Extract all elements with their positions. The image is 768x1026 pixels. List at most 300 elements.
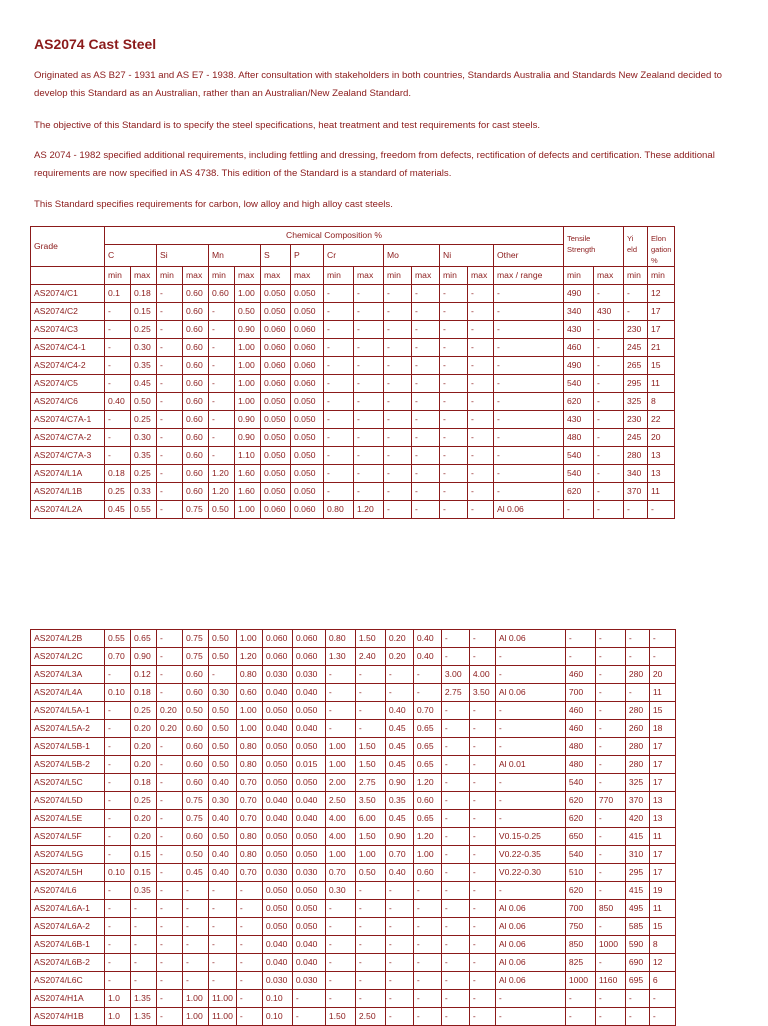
value-cell: 22 <box>648 411 675 429</box>
value-cell: - <box>440 357 468 375</box>
value-cell: 0.040 <box>262 936 292 954</box>
value-cell: - <box>354 339 384 357</box>
value-cell: - <box>441 846 469 864</box>
value-cell: 0.060 <box>291 375 324 393</box>
value-cell: - <box>157 990 183 1008</box>
value-cell: - <box>440 465 468 483</box>
value-cell: 0.60 <box>183 357 209 375</box>
value-cell: - <box>594 357 624 375</box>
value-cell: 0.040 <box>292 810 325 828</box>
value-cell: - <box>594 285 624 303</box>
value-cell: 0.10 <box>105 684 131 702</box>
value-cell: 0.25 <box>131 792 157 810</box>
value-cell: 585 <box>625 918 649 936</box>
value-cell: - <box>157 810 183 828</box>
value-cell: - <box>413 954 441 972</box>
value-cell: 495 <box>625 900 649 918</box>
value-cell: 0.050 <box>261 483 291 501</box>
value-cell: 0.60 <box>183 738 209 756</box>
value-cell: - <box>494 375 564 393</box>
value-cell: - <box>412 303 440 321</box>
value-cell: 0.050 <box>291 465 324 483</box>
value-cell: - <box>469 648 495 666</box>
value-cell: - <box>325 990 355 1008</box>
value-cell: 0.65 <box>413 756 441 774</box>
value-cell: 0.050 <box>261 411 291 429</box>
value-cell: - <box>595 666 625 684</box>
value-cell: - <box>384 501 412 519</box>
value-cell: - <box>625 990 649 1008</box>
value-cell: - <box>236 990 262 1008</box>
value-cell: - <box>413 900 441 918</box>
value-cell: 0.60 <box>183 303 209 321</box>
value-cell: 0.70 <box>385 846 413 864</box>
value-cell: - <box>209 882 237 900</box>
value-cell: - <box>384 375 412 393</box>
value-cell: - <box>157 972 183 990</box>
value-cell: 1.00 <box>235 501 261 519</box>
value-cell: - <box>441 630 469 648</box>
value-cell: - <box>355 918 385 936</box>
value-cell: - <box>594 501 624 519</box>
value-cell: 0.50 <box>209 756 237 774</box>
value-cell: 0.050 <box>292 702 325 720</box>
value-cell: - <box>625 630 649 648</box>
value-cell: 0.040 <box>262 810 292 828</box>
value-cell: Al 0.06 <box>494 501 564 519</box>
value-cell: 0.75 <box>183 648 209 666</box>
value-cell: - <box>494 303 564 321</box>
value-cell: 460 <box>565 720 595 738</box>
value-cell: 1.50 <box>355 630 385 648</box>
value-cell: 620 <box>565 810 595 828</box>
value-cell: 11 <box>649 900 675 918</box>
value-cell: - <box>494 465 564 483</box>
value-cell: 0.1 <box>105 285 131 303</box>
value-cell: 1.00 <box>235 285 261 303</box>
value-cell: 0.050 <box>262 828 292 846</box>
value-cell: 0.35 <box>385 792 413 810</box>
paragraph-scope: This Standard specifies requirements for carbon, low alloy and high alloy cast steels. <box>34 199 393 210</box>
header-minmax: min <box>384 267 412 285</box>
value-cell: 1.20 <box>354 501 384 519</box>
grade-cell: AS2074/L2B <box>31 630 105 648</box>
grade-cell: AS2074/L6A-2 <box>31 918 105 936</box>
value-cell: - <box>157 630 183 648</box>
value-cell: 620 <box>565 792 595 810</box>
value-cell: - <box>209 954 237 972</box>
value-cell: - <box>494 411 564 429</box>
value-cell: - <box>595 756 625 774</box>
value-cell: - <box>157 918 183 936</box>
value-cell: 280 <box>624 447 648 465</box>
value-cell: - <box>105 846 131 864</box>
header-minmax: max <box>183 267 209 285</box>
value-cell: 0.70 <box>325 864 355 882</box>
value-cell: - <box>105 447 131 465</box>
value-cell: - <box>236 972 262 990</box>
value-cell: - <box>105 702 131 720</box>
value-cell: - <box>183 972 209 990</box>
value-cell: 265 <box>624 357 648 375</box>
value-cell: - <box>565 1008 595 1026</box>
value-cell: - <box>469 792 495 810</box>
value-cell: 0.050 <box>262 756 292 774</box>
value-cell: - <box>384 303 412 321</box>
value-cell: 0.18 <box>131 684 157 702</box>
paragraph-objective: The objective of this Standard is to specify the steel specifications, heat treatment and test requirements for cast steels. <box>34 120 541 131</box>
value-cell: - <box>105 972 131 990</box>
value-cell: - <box>105 918 131 936</box>
value-cell: - <box>209 918 237 936</box>
value-cell: 370 <box>624 483 648 501</box>
value-cell: 0.60 <box>183 828 209 846</box>
value-cell: 490 <box>564 285 594 303</box>
value-cell: 11.00 <box>209 990 237 1008</box>
value-cell: 460 <box>565 666 595 684</box>
value-cell: 0.80 <box>236 756 262 774</box>
value-cell: - <box>468 429 494 447</box>
value-cell: 0.40 <box>385 864 413 882</box>
value-cell: 2.75 <box>355 774 385 792</box>
value-cell: - <box>157 954 183 972</box>
value-cell: - <box>105 756 131 774</box>
value-cell: - <box>649 1008 675 1026</box>
value-cell: 0.90 <box>131 648 157 666</box>
value-cell: 0.050 <box>291 447 324 465</box>
value-cell: - <box>469 828 495 846</box>
value-cell: 1.50 <box>355 828 385 846</box>
grade-cell: AS2074/L5B-1 <box>31 738 105 756</box>
value-cell: - <box>325 666 355 684</box>
value-cell: V0.15-0.25 <box>495 828 565 846</box>
value-cell: 0.60 <box>183 393 209 411</box>
value-cell: 0.20 <box>131 720 157 738</box>
value-cell: - <box>355 684 385 702</box>
table-row <box>31 1008 676 1026</box>
value-cell: 1.20 <box>236 648 262 666</box>
value-cell: - <box>324 357 354 375</box>
value-cell: V0.22-0.30 <box>495 864 565 882</box>
value-cell: 0.050 <box>292 900 325 918</box>
value-cell: 0.060 <box>262 648 292 666</box>
value-cell: 1.00 <box>236 720 262 738</box>
value-cell: - <box>441 1008 469 1026</box>
value-cell: 0.60 <box>413 792 441 810</box>
value-cell: Al 0.06 <box>495 936 565 954</box>
value-cell: 6.00 <box>355 810 385 828</box>
value-cell: - <box>469 936 495 954</box>
value-cell: - <box>157 684 183 702</box>
value-cell: - <box>384 447 412 465</box>
header-element-cr: Cr <box>324 245 384 267</box>
value-cell: 1.00 <box>235 375 261 393</box>
value-cell: - <box>564 501 594 519</box>
value-cell: - <box>441 648 469 666</box>
value-cell: - <box>105 954 131 972</box>
value-cell: - <box>441 918 469 936</box>
value-cell: - <box>469 864 495 882</box>
value-cell: 0.25 <box>131 465 157 483</box>
value-cell: 0.75 <box>183 792 209 810</box>
value-cell: 0.60 <box>183 465 209 483</box>
value-cell: 1.00 <box>325 738 355 756</box>
value-cell: 0.33 <box>131 483 157 501</box>
value-cell: 0.060 <box>291 321 324 339</box>
value-cell: Al 0.06 <box>495 630 565 648</box>
value-cell: - <box>324 465 354 483</box>
header-minmax-blank <box>31 267 105 285</box>
value-cell: 2.50 <box>325 792 355 810</box>
value-cell: V0.22-0.35 <box>495 846 565 864</box>
header-minmax: min <box>624 267 648 285</box>
value-cell: 1.35 <box>131 990 157 1008</box>
value-cell: - <box>354 375 384 393</box>
value-cell: - <box>324 393 354 411</box>
table-row <box>31 483 675 501</box>
value-cell: 0.80 <box>236 828 262 846</box>
value-cell: 0.60 <box>209 285 235 303</box>
table-row <box>31 375 675 393</box>
value-cell: 420 <box>625 810 649 828</box>
value-cell: 0.80 <box>236 738 262 756</box>
header-minmax: min <box>564 267 594 285</box>
value-cell: - <box>495 702 565 720</box>
value-cell: 1.20 <box>413 774 441 792</box>
value-cell: 695 <box>625 972 649 990</box>
value-cell: 3.00 <box>441 666 469 684</box>
value-cell: - <box>209 972 237 990</box>
value-cell: 1.60 <box>235 465 261 483</box>
value-cell: 430 <box>564 321 594 339</box>
value-cell: - <box>157 1008 183 1026</box>
value-cell: 540 <box>564 465 594 483</box>
value-cell: - <box>440 375 468 393</box>
value-cell: 0.45 <box>105 501 131 519</box>
value-cell: - <box>441 990 469 1008</box>
value-cell: 0.65 <box>413 720 441 738</box>
header-element-other: Other <box>494 245 564 267</box>
value-cell: - <box>594 411 624 429</box>
value-cell: 0.60 <box>183 411 209 429</box>
value-cell: 0.30 <box>209 792 237 810</box>
value-cell: - <box>157 483 183 501</box>
value-cell: 0.040 <box>292 936 325 954</box>
value-cell: - <box>594 339 624 357</box>
value-cell: 0.060 <box>261 501 291 519</box>
table-row <box>31 720 676 738</box>
value-cell: 850 <box>565 936 595 954</box>
value-cell: 750 <box>565 918 595 936</box>
value-cell: - <box>441 774 469 792</box>
value-cell: - <box>495 774 565 792</box>
grade-cell: AS2074/L1A <box>31 465 105 483</box>
value-cell: - <box>157 792 183 810</box>
value-cell: 0.050 <box>292 846 325 864</box>
value-cell: - <box>594 483 624 501</box>
value-cell: 0.45 <box>385 756 413 774</box>
grade-cell: AS2074/L5F <box>31 828 105 846</box>
value-cell: - <box>565 630 595 648</box>
value-cell: 0.60 <box>183 666 209 684</box>
value-cell: 0.050 <box>292 882 325 900</box>
value-cell: - <box>209 393 235 411</box>
value-cell: - <box>413 990 441 1008</box>
value-cell: - <box>412 393 440 411</box>
value-cell: 230 <box>624 411 648 429</box>
value-cell: - <box>131 936 157 954</box>
value-cell: - <box>324 447 354 465</box>
value-cell: 0.030 <box>262 864 292 882</box>
value-cell: 480 <box>564 429 594 447</box>
value-cell: 17 <box>649 756 675 774</box>
value-cell: - <box>236 1008 262 1026</box>
value-cell: - <box>105 936 131 954</box>
value-cell: - <box>236 936 262 954</box>
value-cell: - <box>595 882 625 900</box>
value-cell: 3.50 <box>469 684 495 702</box>
value-cell: - <box>384 429 412 447</box>
value-cell: - <box>354 303 384 321</box>
value-cell: - <box>413 1008 441 1026</box>
value-cell: - <box>105 828 131 846</box>
value-cell: - <box>105 357 131 375</box>
value-cell: - <box>131 972 157 990</box>
value-cell: - <box>355 882 385 900</box>
grade-cell: AS2074/C4-2 <box>31 357 105 375</box>
value-cell: - <box>441 972 469 990</box>
value-cell: 0.65 <box>413 738 441 756</box>
value-cell: 4.00 <box>469 666 495 684</box>
table-row <box>31 411 675 429</box>
value-cell: - <box>595 846 625 864</box>
value-cell: - <box>441 828 469 846</box>
value-cell: 430 <box>564 411 594 429</box>
table-row <box>31 954 676 972</box>
value-cell: - <box>495 882 565 900</box>
header-yield: Yi eld <box>624 227 648 267</box>
grade-cell: AS2074/L5E <box>31 810 105 828</box>
value-cell: - <box>105 339 131 357</box>
value-cell: - <box>157 900 183 918</box>
value-cell: - <box>355 972 385 990</box>
value-cell: 0.20 <box>131 756 157 774</box>
value-cell: 700 <box>565 900 595 918</box>
value-cell: 1.0 <box>105 990 131 1008</box>
value-cell: - <box>594 375 624 393</box>
table-row <box>31 285 675 303</box>
value-cell: - <box>595 918 625 936</box>
value-cell: - <box>413 972 441 990</box>
value-cell: - <box>468 411 494 429</box>
value-cell: - <box>325 918 355 936</box>
value-cell: - <box>385 900 413 918</box>
value-cell: - <box>385 1008 413 1026</box>
header-element-mn: Mn <box>209 245 261 267</box>
table-row <box>31 918 676 936</box>
value-cell: 0.45 <box>131 375 157 393</box>
value-cell: 17 <box>648 303 675 321</box>
value-cell: 1.60 <box>235 483 261 501</box>
value-cell: - <box>624 501 648 519</box>
value-cell: - <box>469 918 495 936</box>
header-minmax: min <box>157 267 183 285</box>
value-cell: - <box>209 321 235 339</box>
value-cell: - <box>209 411 235 429</box>
value-cell: - <box>324 411 354 429</box>
value-cell: - <box>209 429 235 447</box>
value-cell: 0.15 <box>131 864 157 882</box>
value-cell: - <box>441 756 469 774</box>
value-cell: 280 <box>625 738 649 756</box>
value-cell: - <box>355 990 385 1008</box>
value-cell: - <box>468 339 494 357</box>
grade-cell: AS2074/L6C <box>31 972 105 990</box>
value-cell: 0.45 <box>385 810 413 828</box>
value-cell: - <box>105 429 131 447</box>
grade-cell: AS2074/C2 <box>31 303 105 321</box>
value-cell: 1.50 <box>325 1008 355 1026</box>
value-cell: 0.50 <box>209 702 237 720</box>
value-cell: - <box>468 393 494 411</box>
value-cell: - <box>441 810 469 828</box>
value-cell: 0.050 <box>262 774 292 792</box>
value-cell: 0.60 <box>183 774 209 792</box>
grade-cell: AS2074/L2A <box>31 501 105 519</box>
value-cell: - <box>625 684 649 702</box>
value-cell: - <box>495 720 565 738</box>
value-cell: 2.00 <box>325 774 355 792</box>
paragraph-requirements: AS 2074 - 1982 specified additional requirements, including fettling and dressing, freedom from defects, rectification of defects and certification. These additional requirements are now specified in AS 4738. This edition of the Standard is a standard of materials. <box>34 150 715 179</box>
value-cell: - <box>209 375 235 393</box>
value-cell: - <box>468 321 494 339</box>
value-cell: - <box>157 339 183 357</box>
value-cell: 1.00 <box>413 846 441 864</box>
value-cell: - <box>595 954 625 972</box>
value-cell: - <box>325 972 355 990</box>
value-cell: - <box>469 630 495 648</box>
value-cell: - <box>385 936 413 954</box>
value-cell: - <box>354 483 384 501</box>
value-cell: 0.030 <box>262 972 292 990</box>
value-cell: 0.45 <box>183 864 209 882</box>
value-cell: 0.70 <box>236 864 262 882</box>
value-cell: - <box>440 303 468 321</box>
value-cell: 0.060 <box>261 339 291 357</box>
value-cell: - <box>105 900 131 918</box>
value-cell: - <box>105 375 131 393</box>
value-cell: - <box>354 285 384 303</box>
value-cell: 0.050 <box>262 918 292 936</box>
grade-cell: AS2074/C5 <box>31 375 105 393</box>
value-cell: 17 <box>649 846 675 864</box>
value-cell: 0.70 <box>236 792 262 810</box>
value-cell: 20 <box>648 429 675 447</box>
value-cell: 11 <box>648 483 675 501</box>
value-cell: - <box>183 882 209 900</box>
table-row <box>31 447 675 465</box>
value-cell: 1.00 <box>355 846 385 864</box>
value-cell: 825 <box>565 954 595 972</box>
value-cell: 17 <box>648 321 675 339</box>
value-cell: - <box>413 882 441 900</box>
value-cell: - <box>183 918 209 936</box>
value-cell: - <box>494 285 564 303</box>
value-cell: 1.00 <box>235 339 261 357</box>
grade-cell: AS2074/C6 <box>31 393 105 411</box>
composition-table-1 <box>30 226 675 519</box>
value-cell: 0.40 <box>209 846 237 864</box>
